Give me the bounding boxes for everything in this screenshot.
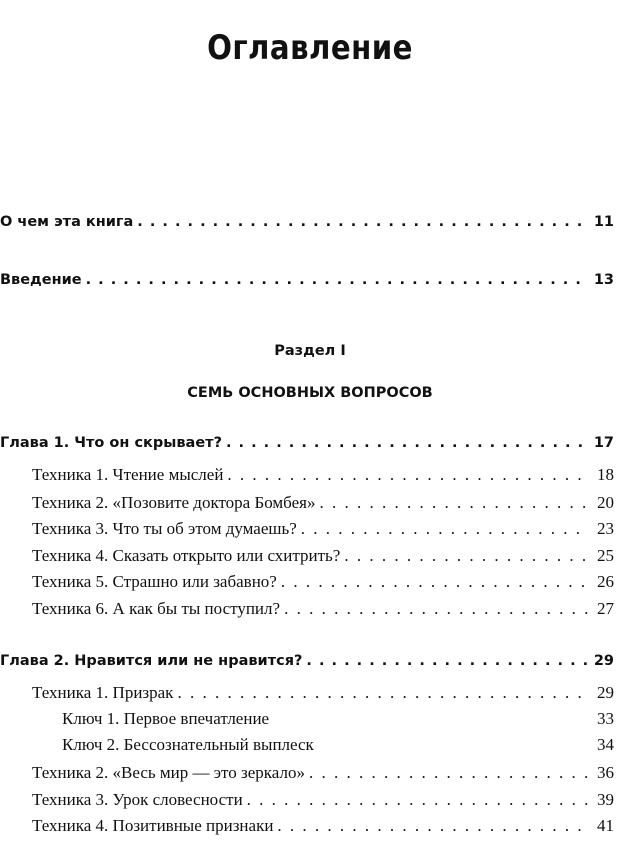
toc-item-page: 34: [597, 735, 614, 754]
dot-leader: [277, 816, 588, 836]
dot-leader: [281, 572, 588, 592]
toc-item-label: Техника 3. Урок словесности: [32, 790, 243, 809]
toc-entry-page: 13: [593, 272, 614, 288]
toc-item-label: Техника 1. Призрак: [32, 683, 174, 702]
toc-item: [32, 465, 614, 485]
dot-leader: [284, 599, 588, 619]
toc-subitem: [62, 735, 614, 755]
toc-entry-intro: [0, 272, 614, 288]
dot-leader: [319, 493, 588, 513]
toc-item-label: Техника 4. Сказать открыто или схитрить?: [32, 546, 341, 565]
toc-item: [32, 572, 614, 592]
toc-item-page: 33: [597, 709, 614, 728]
toc-item-label: Техника 3. Что ты об этом думаешь?: [32, 519, 297, 538]
dot-leader: [226, 435, 588, 451]
toc-entry-about: [0, 214, 614, 230]
toc-item-page: 29: [597, 683, 614, 702]
toc-item-label: Ключ 2. Бессознательный выплеск: [62, 735, 314, 754]
toc-item-label: Техника 6. А как бы ты поступил?: [32, 599, 281, 618]
toc-item: [32, 546, 614, 566]
toc-item: [32, 493, 614, 513]
dot-leader: [227, 465, 588, 485]
toc-item-page: 36: [597, 763, 614, 782]
toc-item-label: Техника 1. Чтение мыслей: [32, 465, 224, 484]
toc-item: [32, 599, 614, 619]
dot-leader: [247, 790, 588, 810]
toc-item-page: 41: [597, 816, 614, 835]
toc-item-page: 26: [597, 572, 614, 591]
toc-item-page: 39: [597, 790, 614, 809]
toc-entry-label: Глава 2. Нравится или не нравится?: [0, 653, 303, 669]
toc-entry-label: Глава 1. Что он скрывает?: [0, 435, 222, 451]
toc-item-label: Техника 2. «Позовите доктора Бомбея»: [32, 493, 316, 512]
toc-item-label: Техника 2. «Весь мир — это зеркало»: [32, 763, 305, 782]
toc-item: [32, 763, 614, 783]
toc-item: [32, 790, 614, 810]
dot-leader: [86, 272, 588, 288]
toc-item-page: 25: [597, 546, 614, 565]
toc-entry-label: Введение: [0, 272, 82, 288]
toc-entry-page: 29: [593, 653, 614, 669]
toc-chapter-1: [0, 435, 614, 451]
toc-item-page: 27: [597, 599, 614, 618]
toc-entry-page: 11: [593, 214, 614, 230]
dot-leader: [177, 683, 588, 703]
toc-item: [32, 816, 614, 836]
toc-item-label: Техника 5. Страшно или забавно?: [32, 572, 277, 591]
dot-leader: [344, 546, 588, 566]
section-label: Раздел I: [274, 343, 346, 359]
toc-item: [32, 683, 614, 703]
dot-leader: [137, 214, 588, 230]
dot-leader: [301, 519, 588, 539]
toc-entry-label: О чем эта книга: [0, 214, 134, 230]
toc-item-label: Техника 4. Позитивные признаки: [32, 816, 274, 835]
toc-entry-page: 17: [593, 435, 614, 451]
toc-subitem: [62, 709, 614, 729]
toc-item-page: 18: [597, 465, 614, 484]
page-title: Оглавление: [207, 28, 413, 68]
dot-leader: [309, 763, 588, 783]
section-heading: СЕМЬ ОСНОВНЫХ ВОПРОСОВ: [187, 385, 433, 401]
toc-item-page: 20: [597, 493, 614, 512]
toc-item: [32, 519, 614, 539]
toc-item-label: Ключ 1. Первое впечатление: [62, 709, 270, 728]
dot-leader: [306, 653, 588, 669]
toc-item-page: 23: [597, 519, 614, 538]
toc-chapter-2: [0, 653, 614, 669]
